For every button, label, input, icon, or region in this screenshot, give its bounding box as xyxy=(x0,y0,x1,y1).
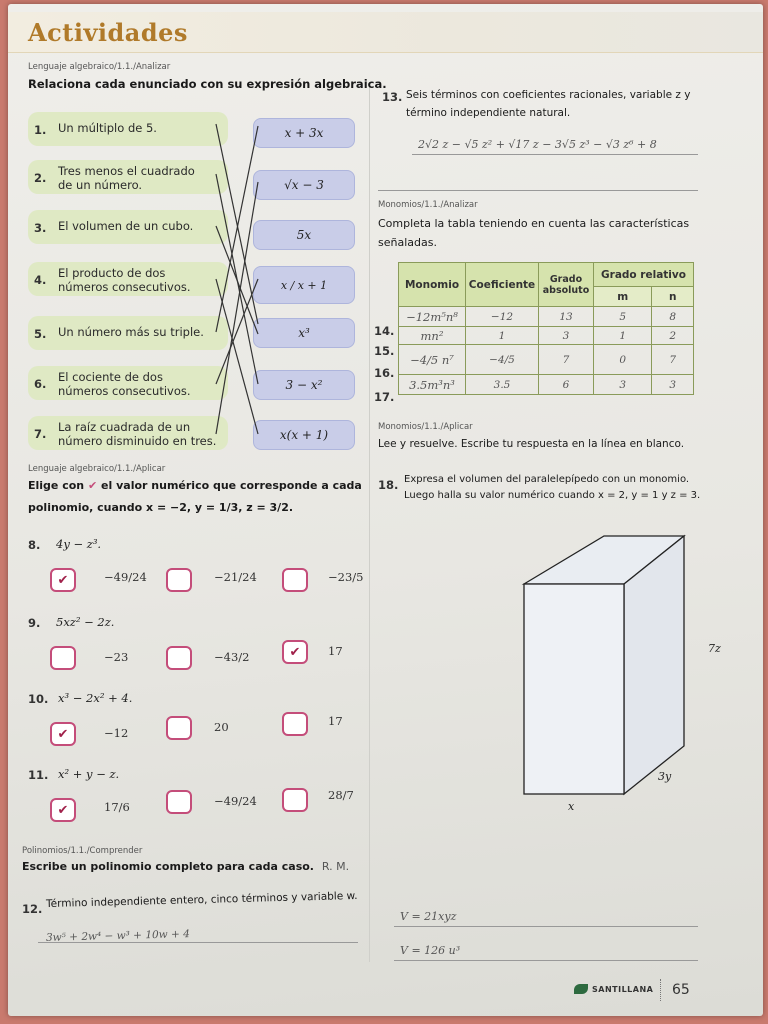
row-number-17: 17. xyxy=(374,390,395,404)
section-tag-1: Lenguaje algebraico/1.1./Analizar xyxy=(28,62,171,72)
cell-grado-absoluto: 3 xyxy=(539,327,594,345)
check-mark-icon: ✔ xyxy=(57,726,69,742)
parallelepiped-figure xyxy=(518,534,708,804)
statement-number: 2. xyxy=(34,171,47,185)
answer-line-1 xyxy=(394,926,698,927)
expression-5: x³ xyxy=(253,318,355,348)
cell-m: 1 xyxy=(594,327,652,345)
check-mark-icon: ✔ xyxy=(87,479,98,492)
item-11-option-1-checkbox[interactable] xyxy=(50,798,76,822)
item-8-option-1: −49/24 xyxy=(104,570,147,584)
item-12-number: 12. xyxy=(22,902,43,916)
statement-number: 3. xyxy=(34,221,47,235)
table-row xyxy=(399,345,694,375)
item-8-option-2-checkbox[interactable] xyxy=(166,568,192,592)
expression-3: 5x xyxy=(253,220,355,250)
item-11-option-3: 28/7 xyxy=(328,788,354,802)
item-10-option-1: −12 xyxy=(104,726,129,740)
item-10-option-2-checkbox[interactable] xyxy=(166,716,192,740)
cell-n: 7 xyxy=(652,345,694,375)
check-mark-icon: ✔ xyxy=(57,802,69,818)
th-grado-relativo: Grado relativo xyxy=(594,263,694,287)
statement-text: Un número más su triple. xyxy=(58,325,204,339)
th-coeficiente: Coeficiente xyxy=(466,263,539,307)
instruction-4-line-1: Completa la tabla teniendo en cuenta las características xyxy=(378,217,690,230)
section-tag-3: Polinomios/1.1./Comprender xyxy=(22,846,143,856)
instruction-1: Relaciona cada enunciado con su expresión algebraica. xyxy=(28,77,387,91)
item-18-text-1: Expresa el volumen del paralelepípedo con un monomio. xyxy=(404,474,690,485)
instruction-2-part-c: polinomio, cuando x = −2, y = 1/3, z = 3/2. xyxy=(28,501,294,514)
item-13-answer: 2√2 z − √5 z² + √17 z − 3√5 z³ − √3 z⁶ + 8 xyxy=(418,138,657,151)
expression-6: 3 − x² xyxy=(253,370,355,400)
item-9-option-1-checkbox[interactable] xyxy=(50,646,76,670)
item-8-option-1-checkbox[interactable] xyxy=(50,568,76,592)
item-8-option-2: −21/24 xyxy=(214,570,257,584)
cell-coeficiente: 3.5 xyxy=(466,375,539,395)
instruction-4-line-2: señaladas. xyxy=(378,236,437,249)
section-tag-5: Monomios/1.1./Aplicar xyxy=(378,422,473,432)
page-title: Actividades xyxy=(28,18,188,47)
item-9-option-2: −43/2 xyxy=(214,650,250,664)
cell-monomio: mn² xyxy=(399,327,466,345)
expression-2: √x − 3 xyxy=(253,170,355,200)
statement-2 xyxy=(28,160,228,194)
item-18-text-2: Luego halla su valor numérico cuando x = 2, y = 1 y z = 3. xyxy=(404,490,701,501)
item-11-option-3-checkbox[interactable] xyxy=(282,788,308,812)
item-11-expression: x² + y − z. xyxy=(58,767,120,781)
label-depth: 3y xyxy=(658,770,672,783)
statement-7 xyxy=(28,416,228,450)
statement-number: 7. xyxy=(34,427,47,441)
statement-text: El cociente de dos números consecutivos. xyxy=(58,370,191,398)
label-width: x xyxy=(568,800,575,813)
brand-logo-icon xyxy=(574,984,588,994)
item-9-number: 9. xyxy=(28,616,41,630)
section-tag-2: Lenguaje algebraico/1.1./Aplicar xyxy=(28,464,166,474)
table-row xyxy=(399,375,694,395)
item-12-text: Término independiente entero, cinco términos y variable w. xyxy=(45,889,358,911)
cell-monomio: −4/5 n⁷ xyxy=(399,345,466,375)
cell-grado-absoluto: 13 xyxy=(539,307,594,327)
cell-n: 2 xyxy=(652,327,694,345)
statement-number: 4. xyxy=(34,273,47,287)
item-13-number: 13. xyxy=(382,90,403,104)
row-number-15: 15. xyxy=(374,344,395,358)
instruction-5: Lee y resuelve. Escribe tu respuesta en la línea en blanco. xyxy=(378,438,685,450)
item-10-option-1-checkbox[interactable] xyxy=(50,722,76,746)
instruction-2a xyxy=(28,479,362,492)
match-line xyxy=(216,226,258,334)
row-number-16: 16. xyxy=(374,366,395,380)
instruction-3-text: Escribe un polinomio completo para cada caso. xyxy=(22,860,314,873)
expression-7: x(x + 1) xyxy=(253,420,355,450)
brand-name: SANTILLANA xyxy=(592,984,654,994)
cell-m: 5 xyxy=(594,307,652,327)
cell-m: 0 xyxy=(594,345,652,375)
matching-lines xyxy=(208,114,268,454)
rm-note: R. M. xyxy=(321,860,350,873)
cell-monomio: 3.5m³n³ xyxy=(399,375,466,395)
th-grado-absoluto: Grado absoluto xyxy=(539,263,594,307)
instruction-3 xyxy=(22,860,349,873)
statement-text: Un múltiplo de 5. xyxy=(58,121,157,135)
item-11-option-2: −49/24 xyxy=(214,794,257,808)
item-10-number: 10. xyxy=(28,692,49,706)
cell-n: 3 xyxy=(652,375,694,395)
cell-m: 3 xyxy=(594,375,652,395)
item-18-answer-1: V = 21xyz xyxy=(400,910,457,923)
label-height: 7z xyxy=(708,642,721,655)
item-13-text-2: término independiente natural. xyxy=(406,107,571,119)
statement-text: La raíz cuadrada de un número disminuido en tres. xyxy=(58,420,217,448)
th-monomio: Monomio xyxy=(399,263,466,307)
expression-1: x + 3x xyxy=(253,118,355,148)
section-tag-4: Monomios/1.1./Analizar xyxy=(378,200,478,210)
check-mark-icon: ✔ xyxy=(289,644,301,660)
item-12-answer: 3w⁵ + 2w⁴ − w³ + 10w + 4 xyxy=(45,928,191,944)
item-11-number: 11. xyxy=(28,768,49,782)
page-number: 65 xyxy=(672,982,690,998)
item-8-option-3-checkbox[interactable] xyxy=(282,568,308,592)
statement-3 xyxy=(28,210,228,244)
monomial-table xyxy=(398,262,694,395)
statement-number: 5. xyxy=(34,327,47,341)
item-10-expression: x³ − 2x² + 4. xyxy=(58,691,133,705)
column-divider xyxy=(369,82,370,962)
th-m: m xyxy=(594,287,652,307)
match-line xyxy=(216,279,258,384)
item-9-option-2-checkbox[interactable] xyxy=(166,646,192,670)
item-8-expression: 4y − z³. xyxy=(56,537,102,551)
statement-text: El producto de dos números consecutivos. xyxy=(58,266,191,294)
statement-number: 6. xyxy=(34,377,47,391)
instruction-2-part-a: Elige con xyxy=(28,479,85,492)
footer-brand xyxy=(574,984,653,994)
item-9-option-1: −23 xyxy=(104,650,129,664)
statement-number: 1. xyxy=(34,123,47,137)
th-n: n xyxy=(652,287,694,307)
item-13-answer-line xyxy=(412,154,698,155)
cell-n: 8 xyxy=(652,307,694,327)
instruction-2-part-b: el valor numérico que corresponde a cada xyxy=(101,479,362,492)
table-row xyxy=(399,307,694,327)
item-8-number: 8. xyxy=(28,538,41,552)
cell-coeficiente: −4/5 xyxy=(466,345,539,375)
item-18-number: 18. xyxy=(378,478,399,492)
statement-4 xyxy=(28,262,228,296)
cell-grado-absoluto: 6 xyxy=(539,375,594,395)
item-10-option-2: 20 xyxy=(214,720,229,734)
expression-4: x / x + 1 xyxy=(253,266,355,304)
item-13-text-1: Seis términos con coeficientes racionales, variable z y xyxy=(406,89,691,101)
item-11-option-1: 17/6 xyxy=(104,800,130,814)
statement-text: Tres menos el cuadrado de un número. xyxy=(58,164,195,192)
item-9-option-3: 17 xyxy=(328,644,343,658)
statement-6 xyxy=(28,366,228,400)
match-line xyxy=(216,182,258,434)
statement-1 xyxy=(28,112,228,146)
answer-line-2 xyxy=(394,960,698,961)
item-9-option-3-checkbox[interactable] xyxy=(282,640,308,664)
item-9-expression: 5xz² − 2z. xyxy=(56,615,115,629)
item-13-extra-line xyxy=(378,190,698,191)
cell-coeficiente: −12 xyxy=(466,307,539,327)
item-10-option-3: 17 xyxy=(328,714,343,728)
prism-front-face xyxy=(524,584,624,794)
table-row xyxy=(399,327,694,345)
item-11-option-2-checkbox[interactable] xyxy=(166,790,192,814)
item-8-option-3: −23/5 xyxy=(328,570,364,584)
footer-divider xyxy=(660,979,662,1001)
cell-grado-absoluto: 7 xyxy=(539,345,594,375)
check-mark-icon: ✔ xyxy=(57,572,69,588)
cell-coeficiente: 1 xyxy=(466,327,539,345)
item-18-answer-2: V = 126 u³ xyxy=(400,944,461,957)
row-number-14: 14. xyxy=(374,324,395,338)
cell-monomio: −12m⁵n⁸ xyxy=(399,307,466,327)
textbook-page xyxy=(8,4,763,1016)
item-10-option-3-checkbox[interactable] xyxy=(282,712,308,736)
statement-5 xyxy=(28,316,228,350)
statement-text: El volumen de un cubo. xyxy=(58,219,194,233)
